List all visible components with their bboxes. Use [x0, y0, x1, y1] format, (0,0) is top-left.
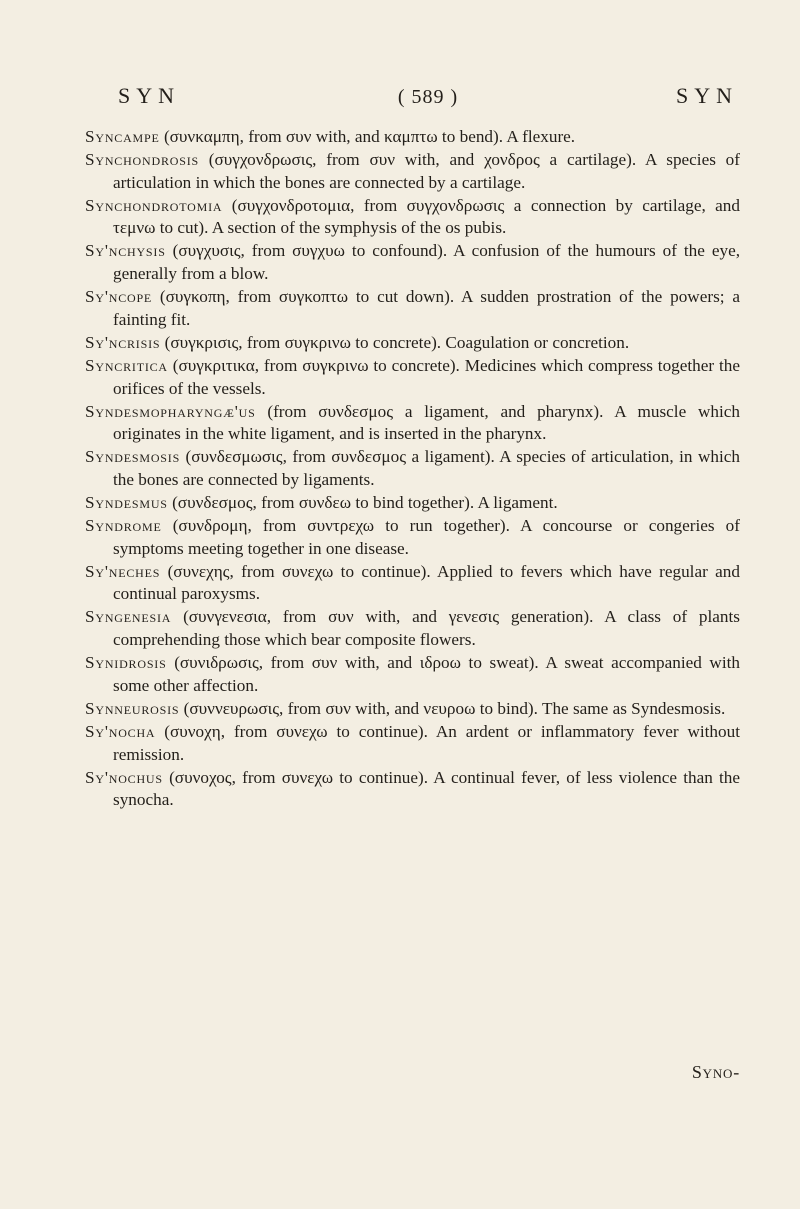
definition: (συγχυσις, from συγχυω to confound). A confusion of the humours of the eye, generally from a blow.	[113, 241, 740, 284]
headword: Syndrome	[85, 516, 162, 536]
definition: (συγχονδροτομια, from συγχονδρωσις a connection by cartilage, and τεμνω to cut). A section of the symphysis of the os pubis.	[113, 195, 740, 238]
headword: Syndesmopharyngæ'us	[85, 401, 256, 421]
entry	[85, 126, 740, 149]
definition: (συνδεσμωσις, from συνδεσμος a ligament). A species of articulation, in which the bones are connected by ligaments.	[113, 447, 740, 489]
entry	[85, 492, 740, 515]
definition: (συνοχη, from συνεχω to continue). An ardent or inflammatory fever without remission.	[113, 721, 740, 764]
headword: Syndesmus	[85, 493, 168, 512]
entry	[85, 401, 740, 446]
headword: Syncritica	[85, 355, 168, 375]
header-left: SYN	[118, 83, 181, 108]
headword: Sy'ncope	[85, 287, 153, 307]
entry	[85, 721, 740, 766]
definition: (συγκοπη, from συγκοπτω to cut down). A sudden prostration of the powers; a fainting fit.	[113, 287, 740, 329]
headword: Synchondrosis	[85, 150, 199, 170]
headword: Synneurosis	[85, 698, 180, 718]
definition: (συνγενεσια, from συν with, and γενεσις generation). A class of plants comprehending those which bear composite flowers.	[113, 607, 740, 650]
entry	[85, 606, 740, 651]
definition: (συνδρομη, from συντρεχω to run together). A concourse or congeries of symptoms meeting together in one disease.	[113, 516, 740, 558]
page-number: ( 589 )	[397, 86, 459, 108]
headword: Syncampe	[85, 127, 160, 146]
headword: Synchondrotomia	[85, 195, 223, 215]
entry-list	[85, 126, 740, 812]
entry	[85, 767, 740, 812]
entry	[85, 515, 740, 560]
definition: (συγκρισις, from συγκρινω to concrete). Coagulation or concretion.	[160, 332, 630, 352]
headword: Syngenesia	[85, 607, 172, 627]
definition: (συννευρωσις, from συν with, and νευροω to bind). The same as Syndesmosis.	[179, 698, 726, 718]
entry	[85, 240, 740, 285]
definition: (συγκριτικα, from συγκρινω to concrete). Medicines which compress together the orifices of the vessels.	[113, 355, 740, 398]
entry	[85, 355, 740, 400]
definition: (from συνδεσμος a ligament, and pharynx). A muscle which originates in the white ligament, and is inserted in the pharynx.	[113, 401, 740, 444]
entry	[85, 561, 740, 606]
definition: (συνοχος, from συνεχω to continue). A continual fever, of less violence than the synocha.	[113, 767, 740, 810]
header-right: SYN	[675, 83, 738, 108]
headword: Sy'neches	[85, 561, 161, 581]
entry	[85, 149, 740, 194]
entry	[85, 332, 740, 355]
entry	[85, 446, 740, 491]
headword: Sy'ncrisis	[85, 332, 161, 352]
entry	[85, 286, 740, 331]
catchword: Syno-	[691, 1062, 740, 1082]
entry	[85, 698, 740, 721]
headword: Syndesmosis	[85, 447, 181, 467]
definition: (συνιδρωσις, from συν with, and ιδροω to sweat). A sweat accompanied with some other affection.	[113, 653, 740, 695]
definition: (συνδεσμος, from συνδεω to bind together). A ligament.	[167, 493, 558, 512]
headword: Synidrosis	[85, 653, 167, 673]
definition: (συγχονδρωσις, from συν with, and χονδρος a cartilage). A species of articulation in which the bones are connected by a cartilage.	[113, 150, 740, 192]
headword: Sy'nocha	[85, 721, 156, 741]
definition: (συνεχης, from συνεχω to continue). Applied to fevers which have regular and continual paroxysms.	[113, 561, 740, 604]
entry	[85, 652, 740, 697]
headword: Sy'nchysis	[85, 241, 166, 261]
headword: Sy'nochus	[85, 767, 163, 787]
entry	[85, 195, 740, 240]
running-header	[118, 83, 738, 109]
definition: (συνκαμπη, from συν with, and καμπτω to bend). A flexure.	[159, 127, 576, 146]
